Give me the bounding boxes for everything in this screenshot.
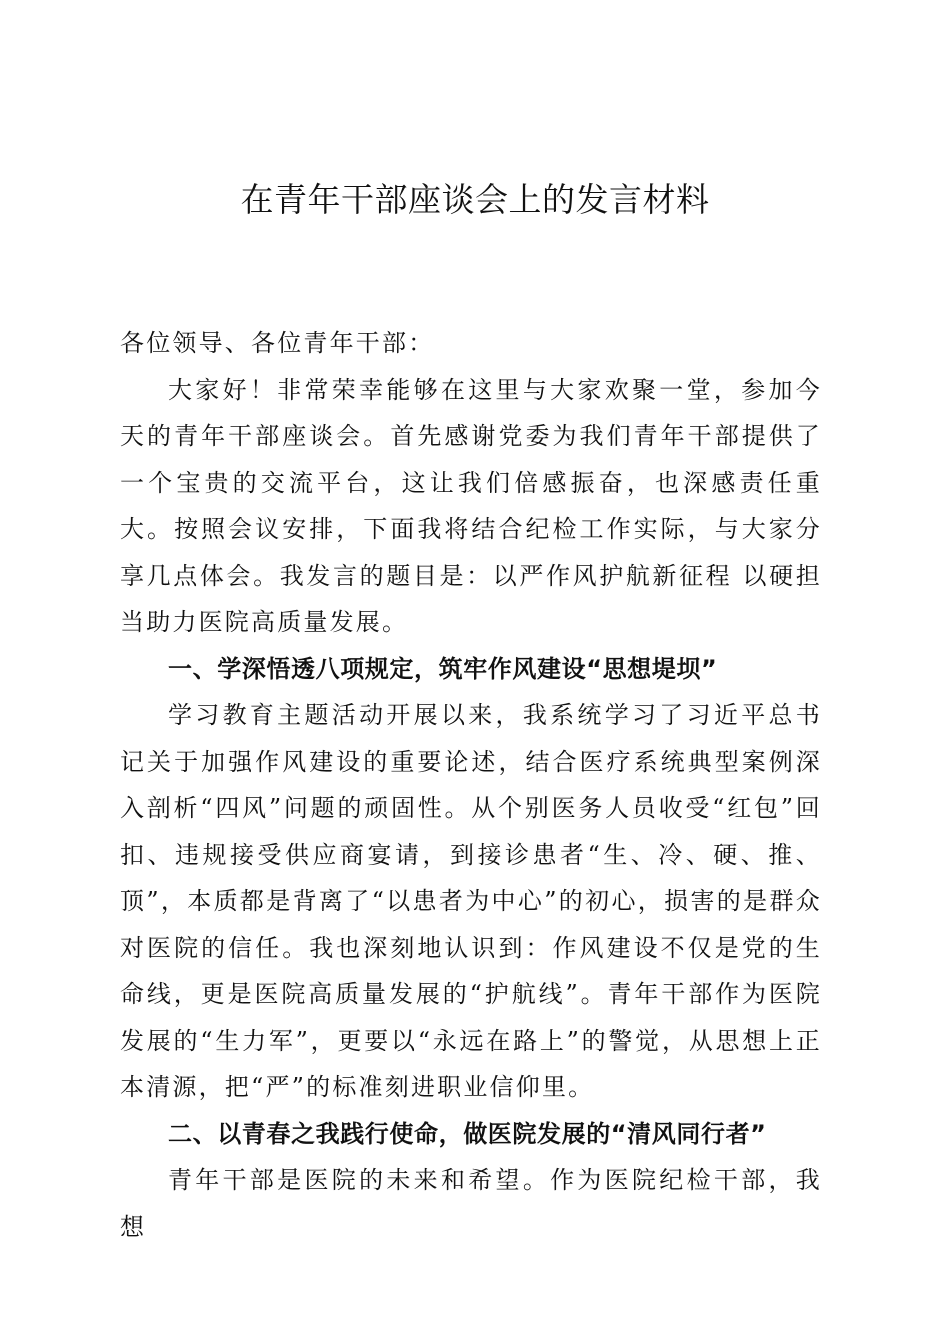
section-heading-1: 一、学深悟透八项规定，筑牢作风建设“思想堤坝”	[168, 654, 718, 683]
salutation: 各位领导、各位青年干部：	[120, 329, 435, 357]
paragraph-greeting: 大家好！非常荣幸能够在这里与大家欢聚一堂，参加今天的青年干部座谈会。首先感谢党委为我们青年干部提供了一个宝贵的交流平台，这让我们倍感振奋，也深感责任重大。按照会议安排，下面我将结合纪检工作实际，与大家分享几点体会。我发言的题目是：以严作风护航新征程 以硬担当助力医院高质量发展。	[120, 375, 822, 636]
section-heading-2: 二、以青春之我践行使命，做医院发展的“清风同行者”	[168, 1119, 767, 1148]
paragraph-section-2: 青年干部是医院的未来和希望。作为医院纪检干部，我想	[120, 1166, 822, 1241]
document-title: 在青年干部座谈会上的发言材料	[240, 180, 710, 219]
document-body	[120, 320, 822, 1250]
paragraph-section-1: 学习教育主题活动开展以来，我系统学习了习近平总书记关于加强作风建设的重要论述，结合医疗系统典型案例深入剖析“四风”问题的顽固性。从个别医务人员收受“红包”回扣、违规接受供应商宴请，到接诊患者“生、冷、硬、推、顶”，本质都是背离了“以患者为中心”的初心，损害的是群众对医院的信任。我也深刻地认识到：作风建设不仅是党的生命线，更是医院高质量发展的“护航线”。青年干部作为医院发展的“生力军”，更要以“永远在路上”的警觉，从思想上正本清源，把“严”的标准刻进职业信仰里。	[120, 701, 822, 1101]
